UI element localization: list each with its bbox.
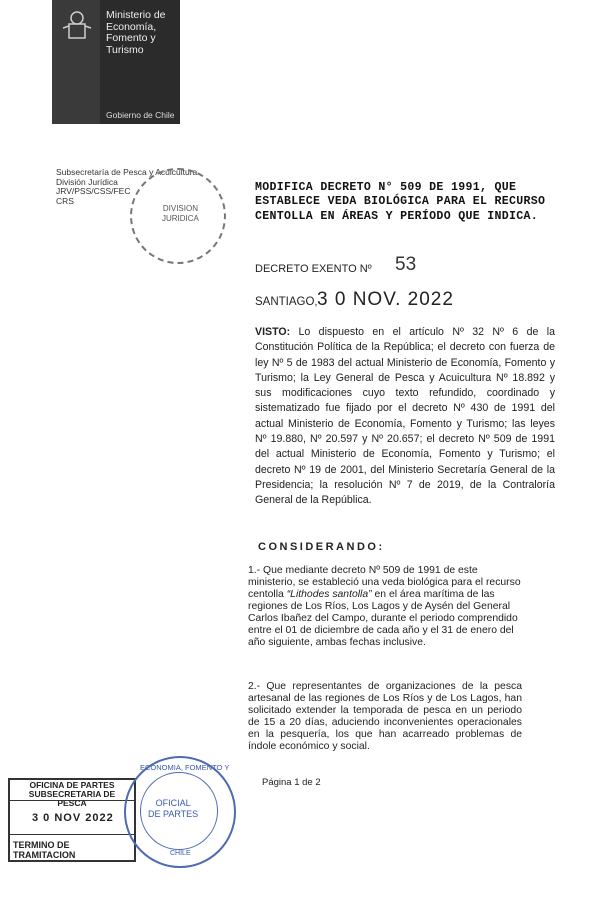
considerando-heading: CONSIDERANDO: xyxy=(258,541,385,553)
santiago-label: SANTIAGO, xyxy=(255,296,318,308)
considerando-paragraph-1: 1.- Que mediante decreto Nº 509 de 1991 de este ministerio, se estableció una veda biológica para el recurso centolla “Lithodes santolla” en el área marítima de las regiones de Los Ríos, Los Lagos y de Aysén del General Carlos Ibañez del Campo, durante el periodo comprendido entre el 01 de diciembre de cada año y el 31 de enero del año siguiente, ambas fechas inclusive. xyxy=(248,565,521,648)
logo-crest-panel xyxy=(52,0,100,124)
visto-paragraph xyxy=(255,325,555,509)
santiago-date-stamp: 3 0 NOV. 2022 xyxy=(317,289,454,310)
visto-label: VISTO: xyxy=(255,326,291,338)
document-title: MODIFICA DECRETO N° 509 DE 1991, QUE ESTABLECE VEDA BIOLÓGICA PARA EL RECURSO CENTOLLA EN ÁREAS Y PERÍODO QUE INDICA. xyxy=(255,181,546,223)
species-name: “Lithodes santolla” xyxy=(286,589,372,600)
ministry-name: Ministerio de Economía, Fomento y Turismo xyxy=(106,9,166,56)
considerando-paragraph-2: 2.- Que representantes de organizaciones de la pesca artesanal de las regiones de Los Ríos y de Los Lagos, han solicitado extender la temporada de pesca en un periodo de 15 a 20 días, aduciendo inconvenientes operacionales en la pesquería, los que han acarreado problemas de índole económico y social. xyxy=(248,681,522,752)
coat-of-arms-icon xyxy=(60,8,94,44)
ministry-logo xyxy=(52,0,180,124)
origin-reference: Subsecretaría de Pesca y Acuicultura División Jurídica JRV/PSS/CSS/FEC CRS xyxy=(56,167,198,206)
stamp-date: 3 0 NOV 2022 xyxy=(32,812,114,824)
stamp-divider xyxy=(10,834,134,835)
oficina-partes-stamp: OFICINA DE PARTES SUBSECRETARIA DE PESCA 3 0 NOV 2022 TERMINO DE TRAMITACION xyxy=(8,778,136,862)
page-number: Página 1 de 2 xyxy=(262,777,321,788)
visto-text: Lo dispuesto en el artículo Nº 32 Nº 6 de la Constitución Política de la República; el decreto con fuerza de ley Nº 5 de 1983 del actual Ministerio de Economía, Fomento y Turismo; la Ley General de Pesca y Acuicultura Nº 18.892 y sus modificaciones cuyo texto refundido, coordinado y sistematizado fue fijado por el decreto Nº 430 de 1991 del actual Ministerio de Economía, Fomento y Turismo; las leyes Nº 19.880, Nº 20.597 y Nº 20.657; el decreto Nº 509 de 1991 del actual Ministerio de Economía, Fomento y Turismo; el decreto Nº 19 de 2001, del Ministerio Secretaría General de la Presidencia; la resolución Nº 7 de 2019, de la Contraloría General de la República. xyxy=(255,326,555,507)
division-juridica-seal: DIVISION JURIDICA xyxy=(130,168,226,264)
stamp-termino: TERMINO DE TRAMITACION xyxy=(13,840,76,860)
decreto-label: DECRETO EXENTO Nº xyxy=(255,263,372,275)
decreto-number: 53 xyxy=(395,254,417,275)
gobierno-label: Gobierno de Chile xyxy=(106,110,175,120)
stamp-divider xyxy=(10,800,134,801)
oficial-partes-seal: ECONOMIA, FOMENTO Y OFICIAL DE PARTES CHILE xyxy=(124,756,236,868)
